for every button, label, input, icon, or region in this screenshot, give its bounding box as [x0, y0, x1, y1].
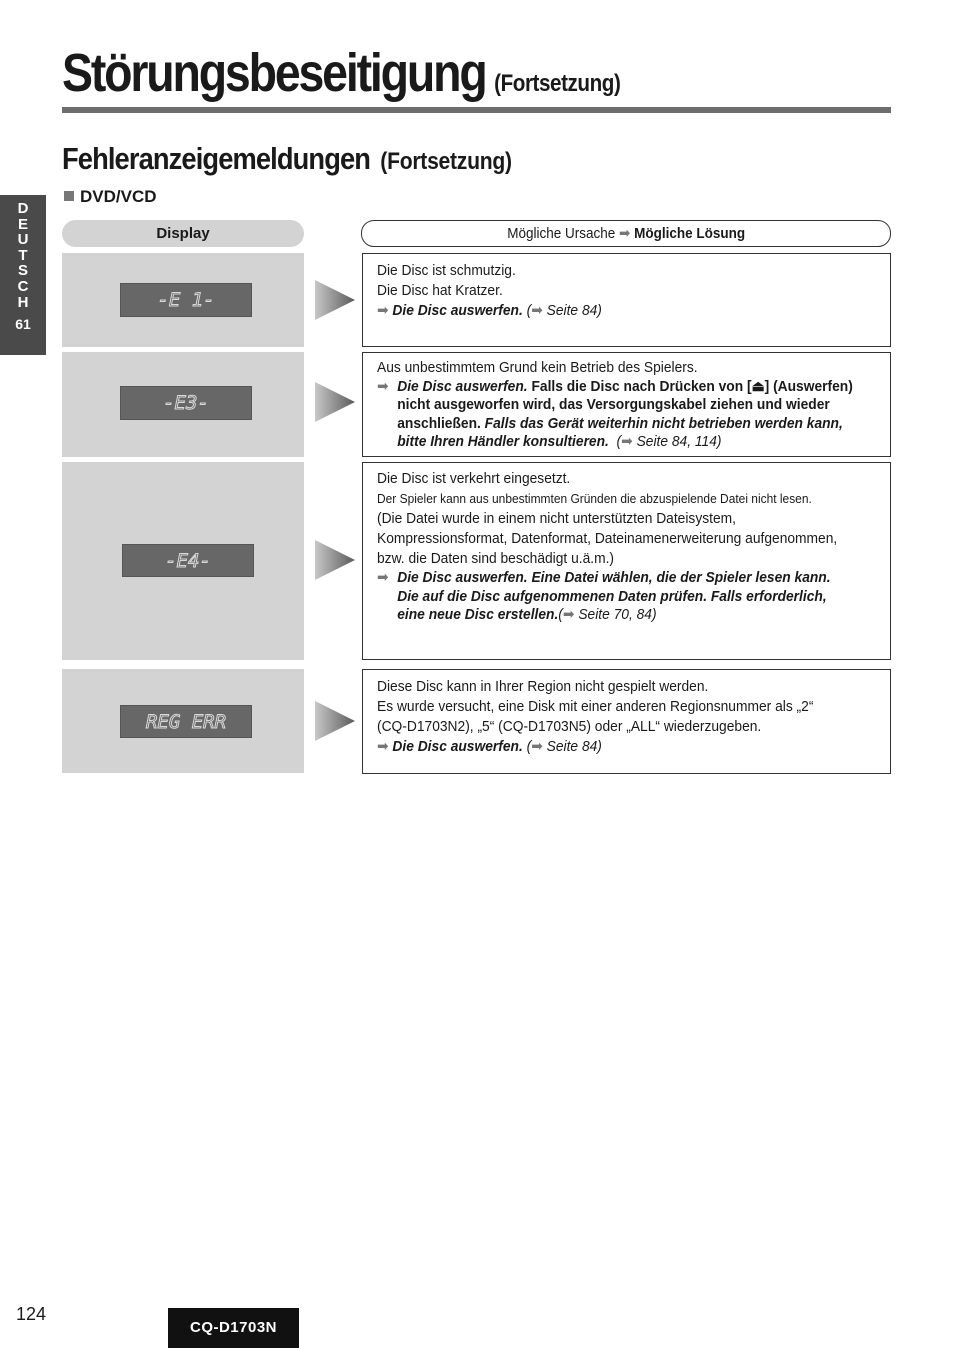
lcd-readout — [148, 550, 228, 572]
solution-line: ➡ Die Disc auswerfen. Falls die Disc nach Drücken von [⏏] (Auswerfen) — [377, 377, 853, 395]
language-letter: H — [17, 293, 29, 311]
cause-text: Die Disc ist schmutzig. — [377, 262, 516, 279]
cause-text: Diese Disc kann in Ihrer Region nicht gespielt werden. — [377, 678, 709, 695]
page-title-suffix: (Fortsetzung) — [494, 70, 621, 97]
cause-header-label: Mögliche Ursache — [507, 225, 616, 242]
solution-line — [377, 301, 879, 321]
title-divider — [62, 107, 891, 113]
solution-line: ➡ Die Disc auswerfen. (➡ Seite 84) — [377, 738, 602, 755]
language-side-tab — [0, 195, 46, 355]
row-arrow-icon — [313, 278, 357, 322]
subsection-label-text: DVD/VCD — [80, 187, 157, 206]
display-panel — [62, 352, 304, 457]
page-reference: (➡ Seite 84) — [526, 302, 602, 319]
language-letter: S — [17, 262, 28, 280]
cause-box — [362, 253, 891, 347]
cause-text: Die Disc hat Kratzer. — [377, 282, 503, 299]
display-panel — [62, 669, 304, 773]
svg-text:-E4-: -E4- — [165, 549, 211, 572]
lcd-readout — [146, 289, 226, 311]
model-label: CQ-D1703N — [168, 1308, 299, 1348]
svg-text:-E 1-: -E 1- — [157, 289, 215, 311]
cause-box — [362, 352, 891, 457]
display-panel — [62, 253, 304, 347]
section-title-suffix: (Fortsetzung) — [380, 148, 512, 175]
cause-text: Der Spieler kann aus unbestimmten Gründen die abzuspielende Datei nicht lesen. — [377, 491, 812, 506]
section-title — [62, 140, 512, 181]
cause-box — [362, 669, 891, 774]
lcd-display — [120, 386, 252, 420]
page-title — [62, 42, 620, 115]
page-title-text: Störungsbeseitigung — [62, 43, 486, 103]
arrow-right-icon: ➡ — [531, 738, 543, 755]
lcd-display — [120, 283, 252, 317]
row-arrow-icon — [313, 699, 357, 743]
solution-line: ➡ Die Disc auswerfen. Eine Datei wählen, die der Spieler lesen kann. — [377, 569, 831, 586]
arrow-right-icon: ➡ — [377, 738, 389, 755]
lcd-readout — [131, 711, 241, 733]
arrow-right-icon: ➡ — [562, 606, 575, 623]
cause-text: (Die Datei wurde in einem nicht unterstützten Dateisystem, — [377, 510, 736, 527]
section-page-number: 61 — [15, 316, 31, 333]
solution-text: eine neue Disc erstellen.(➡ Seite 70, 84) — [397, 606, 657, 623]
solution-text: bitte Ihren Händler konsultieren. (➡ Seite 84, 114) — [397, 433, 722, 450]
arrow-right-icon: ➡ — [377, 302, 389, 319]
page-reference: (➡ Seite 70, 84) — [558, 606, 657, 623]
cause-text: (CQ-D1703N2), „5“ (CQ-D1703N5) oder „ALL“ wiederzugeben. — [377, 718, 762, 735]
solution-header-label: Mögliche Lösung — [633, 225, 745, 242]
language-letters — [0, 201, 46, 310]
cause-text: Die Disc ist verkehrt eingesetzt. — [377, 470, 571, 487]
row-arrow-icon — [313, 538, 357, 582]
language-letter: E — [17, 215, 28, 233]
arrow-right-icon: ➡ — [621, 433, 633, 450]
cause-text: Aus unbestimmtem Grund kein Betrieb des Spielers. — [377, 359, 698, 376]
row-arrow-icon — [313, 380, 357, 424]
page-reference: (➡ Seite 84) — [526, 738, 602, 755]
solution-text: anschließen. Falls das Gerät weiterhin nicht betrieben werden kann, — [397, 414, 843, 432]
page-number: 124 — [16, 1304, 47, 1324]
page-reference: (➡ Seite 84, 114) — [616, 433, 722, 450]
display-panel — [62, 462, 304, 660]
language-letter: U — [17, 231, 29, 249]
cause-text: Kompressionsformat, Datenformat, Dateinamenerweiterung aufgenommen, — [377, 530, 838, 547]
language-letter: D — [17, 200, 29, 217]
solution-text: Die auf die Disc aufgenommenen Daten prüfen. Falls erforderlich, — [397, 587, 827, 605]
section-title-text: Fehleranzeigemeldungen — [62, 141, 371, 176]
lcd-display — [120, 705, 252, 738]
subsection-label — [64, 186, 157, 208]
solution-text: nicht ausgeworfen wird, das Versorgungskabel ziehen und wieder — [397, 396, 830, 413]
solution-action: Die Disc auswerfen. — [392, 302, 523, 319]
arrow-right-icon: ➡ — [531, 302, 543, 319]
eject-icon: ⏏ — [751, 377, 765, 395]
language-letter: T — [18, 246, 28, 264]
cause-column-header — [361, 220, 891, 247]
svg-text:REG ERR: REG ERR — [145, 710, 227, 733]
cause-text: Es wurde versucht, eine Disk mit einer anderen Regionsnummer als „2“ — [377, 698, 814, 715]
arrow-right-icon: ➡ — [377, 569, 389, 586]
display-column-header: Display — [62, 220, 304, 247]
arrow-right-icon: ➡ — [377, 377, 389, 395]
cause-text: bzw. die Daten sind beschädigt u.ä.m.) — [377, 550, 615, 567]
square-bullet-icon — [64, 191, 74, 201]
lcd-display — [122, 544, 254, 577]
lcd-readout — [146, 392, 226, 414]
arrow-right-icon: ➡ — [618, 225, 631, 242]
svg-text:-E3-: -E3- — [163, 392, 209, 414]
language-letter: C — [17, 277, 29, 295]
cause-box — [362, 462, 891, 660]
